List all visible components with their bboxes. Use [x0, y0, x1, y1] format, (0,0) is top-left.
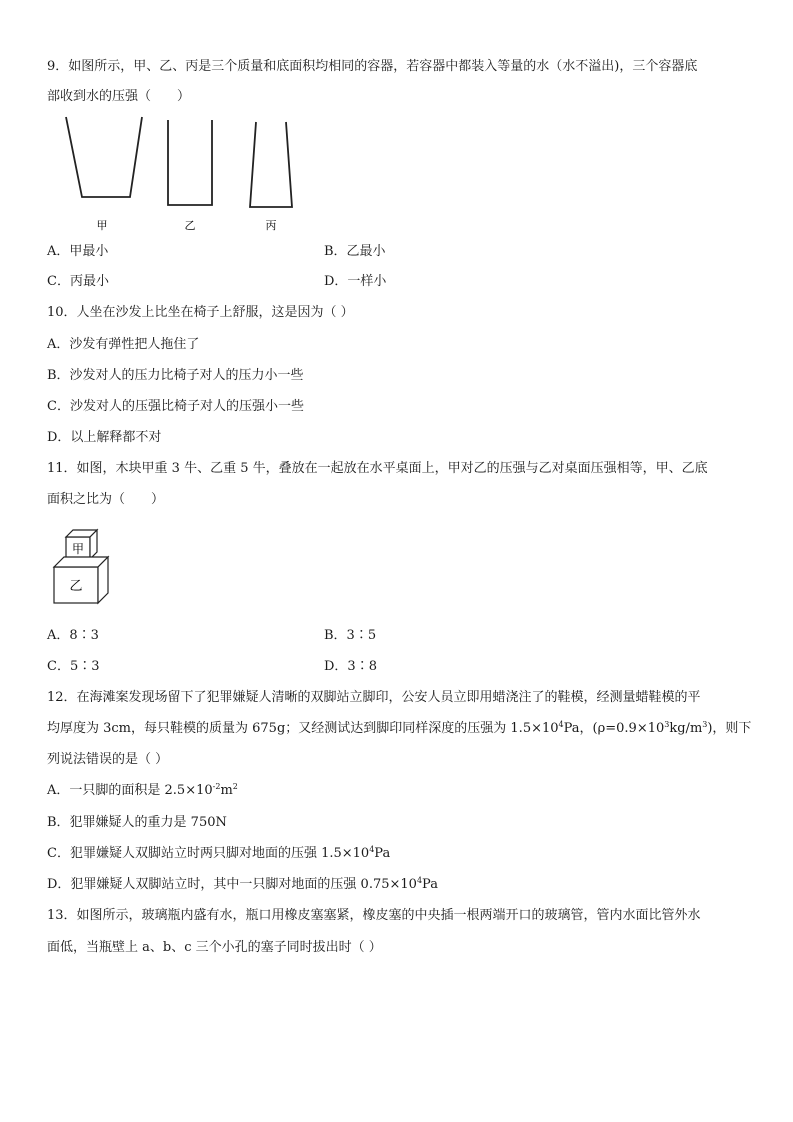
q11-stem-line2: 面积之比为（ ）: [47, 492, 165, 507]
q12-stem-line3: 列说法错误的是（ ）: [47, 752, 169, 767]
container-bing: [250, 122, 292, 207]
q12-option-b: B．犯罪嫌疑人的重力是 750N: [47, 815, 227, 830]
q9-option-b: B．乙最小: [324, 244, 386, 259]
q10-option-a: A．沙发有弹性把人拖住了: [47, 337, 200, 352]
q13-stem-line2: 面低，当瓶壁上 a、b、c 三个小孔的塞子同时拔出时（ ）: [47, 940, 382, 955]
q12-stem-line1: 12．在海滩案发现场留下了犯罪嫌疑人清晰的双脚站立脚印，公安人员立即用蜡浇注了的鞋模，经测量蜡鞋模的平: [47, 690, 701, 705]
container-yi: [168, 120, 212, 205]
q11-option-c: C．5∶3: [47, 659, 100, 674]
q10-stem: 10．人坐在沙发上比坐在椅子上舒服，这是因为（ ）: [47, 305, 354, 320]
q11-blocks-figure: [50, 527, 120, 605]
q12-option-c: C．犯罪嫌疑人双脚站立时两只脚对地面的压强 $1.5\times 10^4Pa$: [47, 845, 391, 861]
q11-stem-line1: 11．如图，木块甲重 3 牛、乙重 5 牛，叠放在一起放在水平桌面上，甲对乙的压强与乙对桌面压强相等，甲、乙底: [47, 461, 708, 476]
q9-option-c: C．丙最小: [47, 274, 109, 289]
q11-option-a: A．8∶3: [47, 628, 99, 643]
q12-stem-line2: 均厚度为 3cm，每只鞋模的质量为 675g；又经测试达到脚印同样深度的压强为 $1.5\times 10^4Pa$，$(\rho=0.9\times 10^3kg/m^3)$，则下: [47, 720, 752, 736]
block-jia-label: 甲: [71, 542, 85, 556]
q9-stem-line2: 部收到水的压强（ ）: [47, 89, 191, 104]
q11-option-d: D．3∶8: [324, 659, 377, 674]
q9-option-d: D．一样小: [324, 274, 387, 289]
block-yi-label: 乙: [69, 579, 83, 594]
q9-stem-line1: 9．如图所示，甲、乙、丙是三个质量和底面积均相同的容器，若容器中都装入等量的水（水不溢出)，三个容器底: [47, 59, 698, 74]
q12-option-d: D．犯罪嫌疑人双脚站立时，其中一只脚对地面的压强 $0.75\times 10^4Pa$: [47, 876, 438, 892]
label-bing: 丙: [265, 219, 277, 232]
q9-option-a: A．甲最小: [47, 244, 109, 259]
q10-option-d: D．以上解释都不对: [47, 430, 162, 445]
q10-option-c: C．沙发对人的压强比椅子对人的压强小一些: [47, 399, 304, 414]
label-yi: 乙: [184, 219, 196, 232]
q12-option-a: A．一只脚的面积是 $2.5\times 10^{-2}m^2$: [47, 782, 238, 798]
container-jia: [66, 117, 142, 197]
label-jia: 甲: [96, 219, 108, 232]
q10-option-b: B．沙发对人的压力比椅子对人的压力小一些: [47, 368, 304, 383]
q13-stem-line1: 13．如图所示，玻璃瓶内盛有水，瓶口用橡皮塞塞紧，橡皮塞的中央插一根两端开口的玻璃管，管内水面比管外水: [47, 908, 701, 923]
q11-option-b: B．3∶5: [324, 628, 377, 643]
q9-containers-figure: [60, 112, 300, 237]
